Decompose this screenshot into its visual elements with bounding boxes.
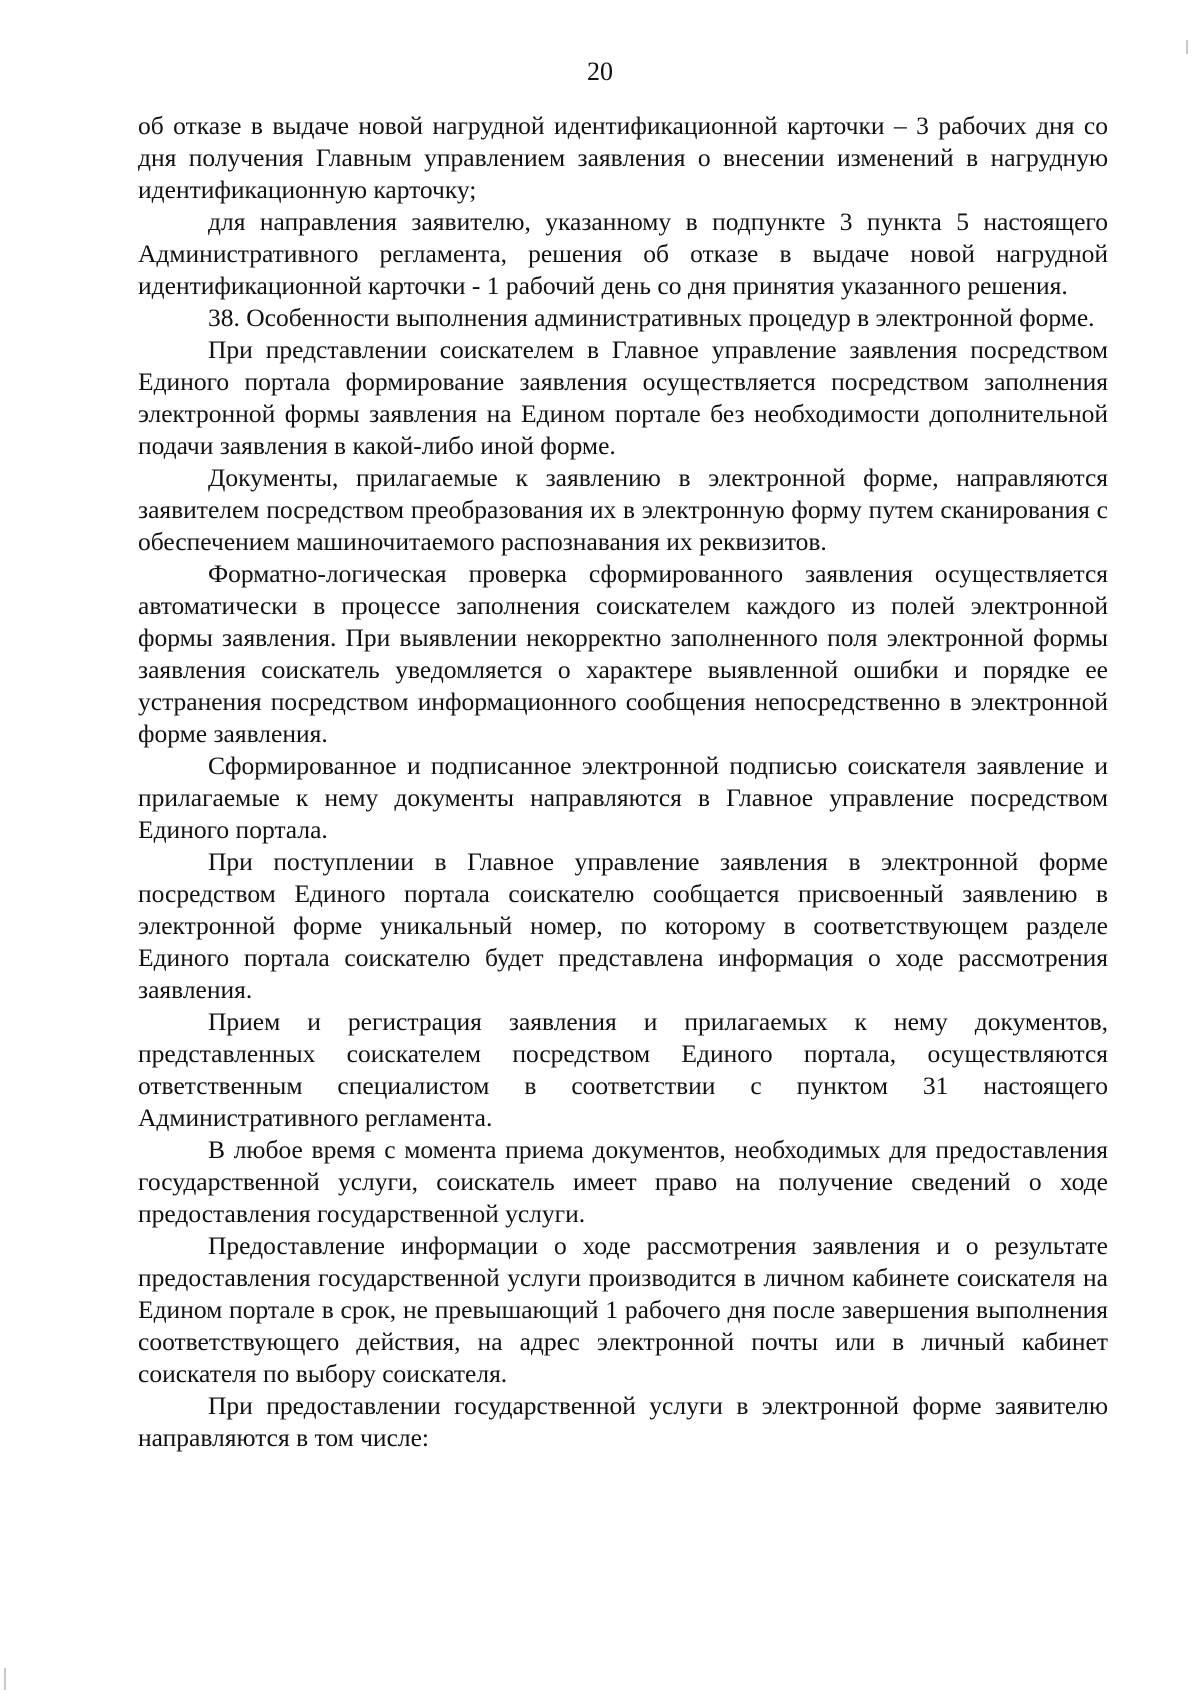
paragraph: При представлении соискателем в Главное управление заявления посредством Единого портала формирование заявления осуществляется посредством заполнения электронной формы заявления на Едином портале без необходимости дополнительной подачи заявления в какой-либо иной форме. bbox=[138, 335, 1108, 460]
paragraph: для направления заявителю, указанному в подпункте 3 пункта 5 настоящего Административного регламента, решения об отказе в выдаче новой нагрудной идентификационной карточки - 1 рабочий день со дня принятия указанного решения. bbox=[138, 207, 1108, 300]
paragraph: Сформированное и подписанное электронной подписью соискателя заявление и прилагаемые к нему документы направляются в Главное управление посредством Единого портала. bbox=[138, 751, 1108, 844]
paragraph: Форматно-логическая проверка сформированного заявления осуществляется автоматически в процессе заполнения соискателем каждого из полей электронной формы заявления. При выявлении некорректно заполненного поля электронной формы заявления соискатель уведомляется о характере выявленной ошибки и порядке ее устранения посредством информационного сообщения непосредственно в электронной форме заявления. bbox=[138, 559, 1108, 748]
paragraph: В любое время с момента приема документов, необходимых для предоставления государственной услуги, соискатель имеет право на получение сведений о ходе предоставления государственной услуги. bbox=[138, 1135, 1108, 1228]
scan-edge-mark bbox=[4, 1668, 6, 1690]
paragraph: При поступлении в Главное управление заявления в электронной форме посредством Единого портала соискателю сообщается присвоенный заявлению в электронной форме уникальный номер, по которому в соответствующем разделе Единого портала соискателю будет представлена информация о ходе рассмотрения заявления. bbox=[138, 847, 1108, 1004]
document-body bbox=[138, 110, 1108, 1454]
paragraph: 38. Особенности выполнения административных процедур в электронной форме. bbox=[208, 303, 1095, 332]
paragraph: Документы, прилагаемые к заявлению в электронной форме, направляются заявителем посредством преобразования их в электронную форму путем сканирования с обеспечением машиночитаемого распознавания их реквизитов. bbox=[138, 463, 1108, 556]
paragraph: При предоставлении государственной услуги в электронной форме заявителю направляются в том числе: bbox=[138, 1391, 1108, 1452]
paragraph: Предоставление информации о ходе рассмотрения заявления и о результате предоставления государственной услуги производится в личном кабинете соискателя на Едином портале в срок, не превышающий 1 рабочего дня после завершения выполнения соответствующего действия, на адрес электронной почты или в личный кабинет соискателя по выбору соискателя. bbox=[138, 1231, 1108, 1388]
scan-edge-mark bbox=[1186, 40, 1188, 54]
paragraph: об отказе в выдаче новой нагрудной идентификационной карточки – 3 рабочих дня со дня получения Главным управлением заявления о внесении изменений в нагрудную идентификационную карточку; bbox=[138, 111, 1108, 204]
page-number: 20 bbox=[587, 57, 613, 86]
paragraph: Прием и регистрация заявления и прилагаемых к нему документов, представленных соискателем посредством Единого портала, осуществляются ответственным специалистом в соответствии с пунктом 31 настоящего Административного регламента. bbox=[138, 1007, 1108, 1132]
